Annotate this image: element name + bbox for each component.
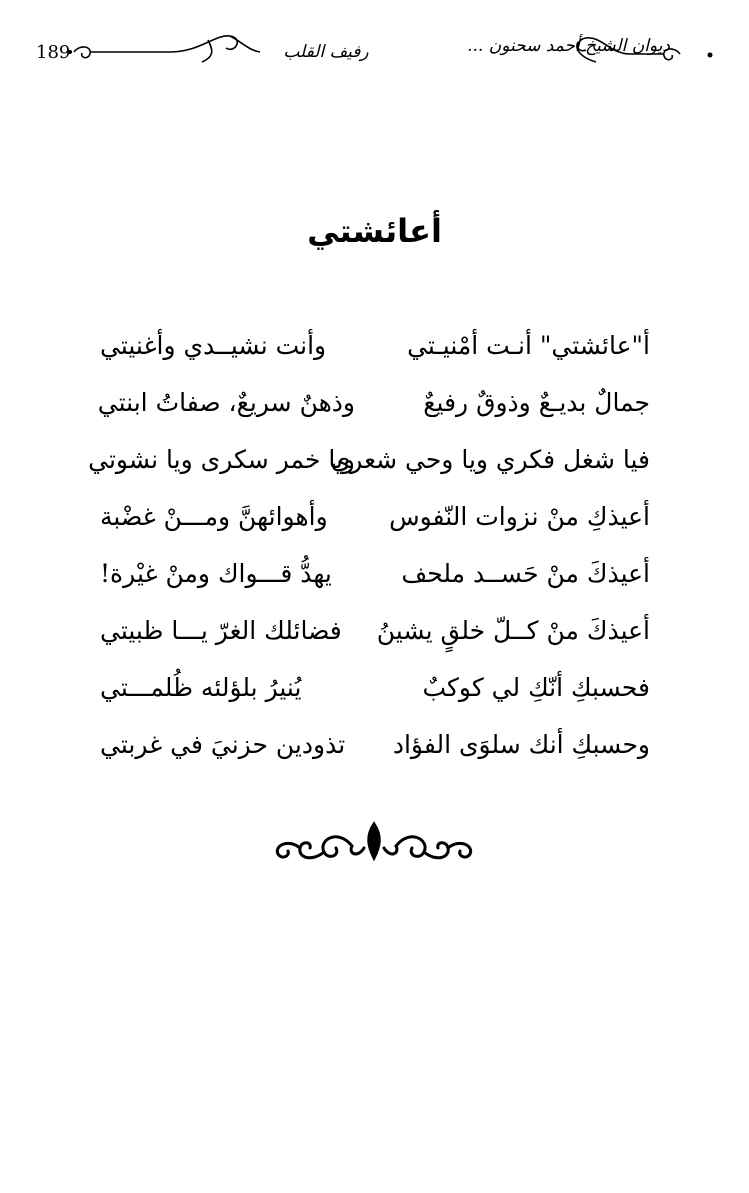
verse-second-hemistich: يهدُّ قـــواك ومنْ غيْرة! <box>100 559 332 588</box>
end-ornament-icon <box>268 818 480 868</box>
page-header <box>30 28 720 78</box>
verse <box>88 440 650 497</box>
verse <box>100 497 650 554</box>
verse <box>100 554 650 611</box>
verse-second-hemistich: يُنيرُ بلؤلئه ظُلمـــتي <box>100 673 302 702</box>
verse-second-hemistich: وأهوائهنَّ ومـــنْ غضْبة <box>100 502 328 531</box>
verse-first-hemistich: أ"عائشتي" أنـت أمْنيـتي <box>407 331 650 360</box>
page-number: 189 <box>36 42 71 63</box>
verse <box>100 326 650 383</box>
verse <box>100 725 650 782</box>
verse <box>100 611 650 668</box>
verse-first-hemistich: أعيذكَ منْ حَســد ملحف <box>401 559 650 588</box>
verse-first-hemistich: أعيذكَ منْ كــلّ خلقٍ يشينُ <box>376 616 650 645</box>
poem-title: أعائشتي <box>307 212 442 250</box>
verse <box>97 383 650 440</box>
verse-second-hemistich: فضائلك الغرّ يـــا ظبيتي <box>100 616 342 645</box>
header-book-title: ديوان الشيخ أحمد سحنون ... <box>467 36 670 56</box>
verse-first-hemistich: وحسبكِ أنك سلوَى الفؤاد <box>392 730 650 759</box>
verse-second-hemistich: وأنت نشيــدي وأغنيتي <box>100 331 327 360</box>
header-section-title: رفيف القلب <box>283 42 369 62</box>
verse-first-hemistich: فيا شغل فكري ويا وحي شعري <box>330 445 650 474</box>
verse-first-hemistich: جمالٌ بديـعٌ وذوقٌ رفيعٌ <box>423 388 650 417</box>
verse-second-hemistich: ويا خمر سكرى ويا نشوتي <box>88 445 355 474</box>
verse-second-hemistich: وذهنٌ سريعٌ، صفاتُ ابنتي <box>97 388 355 417</box>
verse-second-hemistich: تذودين حزنيَ في غربتي <box>100 730 346 759</box>
verse-first-hemistich: فحسبكِ أنّكِ لي كوكبٌ <box>422 673 650 702</box>
verse-first-hemistich: أعيذكِ منْ نزوات النّفوس <box>389 502 650 531</box>
poem-body <box>88 326 650 782</box>
verse <box>100 668 650 725</box>
